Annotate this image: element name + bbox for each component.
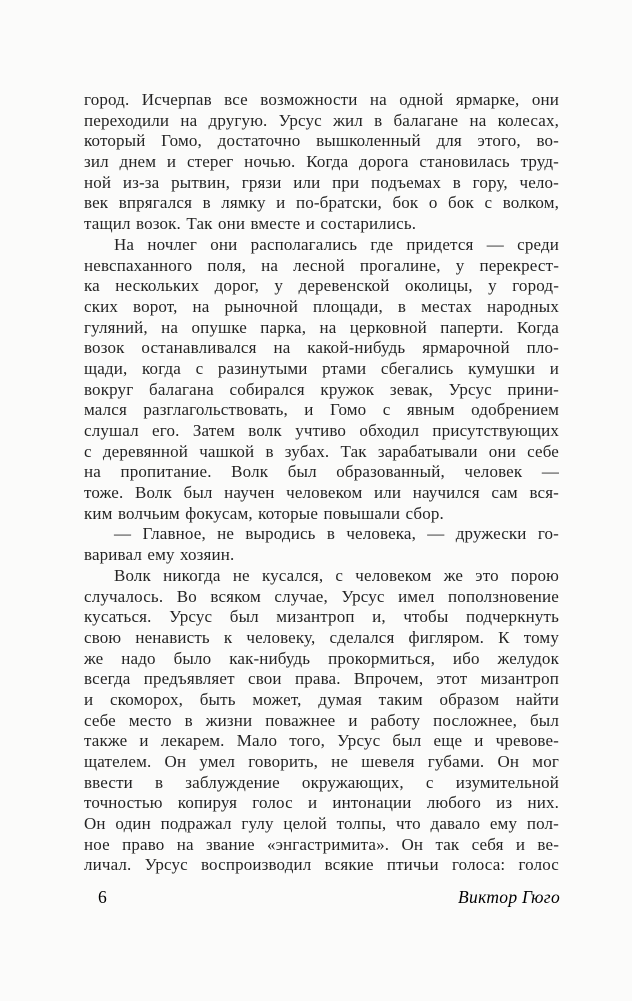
- text-line: — Главное, не выродись в человека, — дружески го-: [114, 524, 559, 544]
- text-line: всегда предъявляет свои права. Впрочем, этот мизантроп: [84, 669, 559, 689]
- text-line: мался разглагольствовать, и Гомо с явным одобрением: [84, 400, 559, 420]
- text-line: век впрягался в лямку и по-братски, бок о бок с волком,: [84, 193, 559, 213]
- text-line: на пропитание. Волк был образованный, человек —: [84, 462, 559, 482]
- page-number: 6: [98, 887, 107, 907]
- text-line: Он один подражал гулу целой толпы, что давало ему пол-: [84, 814, 559, 834]
- paragraph: [84, 566, 559, 876]
- text-line: ное право на звание «энгастримита». Он так себя и ве-: [84, 834, 559, 854]
- text-line: же надо было как-нибудь прокормиться, ибо желудок: [84, 648, 559, 668]
- text-line: слушал его. Затем волк учтиво обходил присутствующих: [84, 421, 559, 440]
- running-title: Виктор Гюго: [458, 887, 560, 907]
- text-line: точностью копируя голос и интонации любого из них.: [84, 793, 559, 813]
- text-line: тоже. Волк был научен человеком или научился сам вся-: [84, 483, 559, 503]
- text-line: город. Исчерпав все возможности на одной ярмарке, они: [84, 90, 559, 109]
- text-line: который Гомо, достаточно вышколенный для этого, во-: [84, 131, 559, 151]
- text-line: возок останавливался на какой-нибудь ярмарочной пло-: [84, 338, 559, 358]
- text-line: Волк никогда не кусался, с человеком же это порою: [114, 565, 559, 585]
- paragraph: [84, 524, 559, 565]
- text-line: вокруг балагана собирался кружок зевак, Урсус прини-: [84, 379, 559, 399]
- text-line: ских ворот, на рыночной площади, в местах народных: [84, 296, 559, 316]
- text-line: На ночлег они располагались где придется — среди: [114, 234, 559, 254]
- text-line: зил днем и стерег ночью. Когда дорога становилась труд-: [84, 152, 559, 172]
- text-line: щади, когда с разинутыми ртами сбегались кумушки и: [84, 358, 559, 378]
- text-line: и скоморох, быть может, думая таким образом найти: [84, 689, 559, 709]
- text-line: переходили на другую. Урсус жил в балагане на колесах,: [84, 110, 559, 130]
- paragraph: [84, 235, 559, 525]
- paragraph: [84, 90, 559, 235]
- text-line: также и лекарем. Мало того, Урсус был еще и чревове-: [84, 731, 559, 751]
- text-line: личал. Урсус воспроизводил всякие птичьи голоса: голос: [84, 855, 559, 875]
- text-line: невспаханного поля, на лесной прогалине, у перекрест-: [84, 255, 559, 275]
- text-line: кусаться. Урсус был мизантроп и, чтобы подчеркнуть: [84, 607, 559, 627]
- text-line: ввести в заблуждение окружающих, с изумительной: [84, 772, 559, 792]
- text-line: ной из-за рытвин, грязи или при подъемах в гору, чело-: [84, 172, 559, 192]
- text-line: ка нескольких дорог, у деревенской околицы, у город-: [84, 276, 559, 296]
- text-line: с деревянной чашкой в зубах. Так зарабатывали они себе: [84, 441, 559, 461]
- text-line: свою ненависть к человеку, сделался фигляром. К тому: [84, 627, 559, 647]
- page-text: [84, 90, 559, 876]
- text-line: себе место в жизни поважнее и работу посложнее, был: [84, 710, 559, 730]
- text-line: гуляний, на опушке парка, на церковной паперти. Когда: [84, 317, 559, 337]
- text-line: тащил возок. Так они вместе и состарились.: [84, 214, 417, 234]
- text-line: щателем. Он умел говорить, не шевеля губами. Он мог: [84, 752, 559, 771]
- text-line: варивал ему хозяин.: [84, 545, 235, 565]
- text-line: ким волчьим фокусам, которые повышали сбор.: [84, 503, 444, 523]
- text-line: случалось. Во всяком случае, Урсус имел поползновение: [84, 586, 559, 606]
- page-footer: [84, 887, 560, 908]
